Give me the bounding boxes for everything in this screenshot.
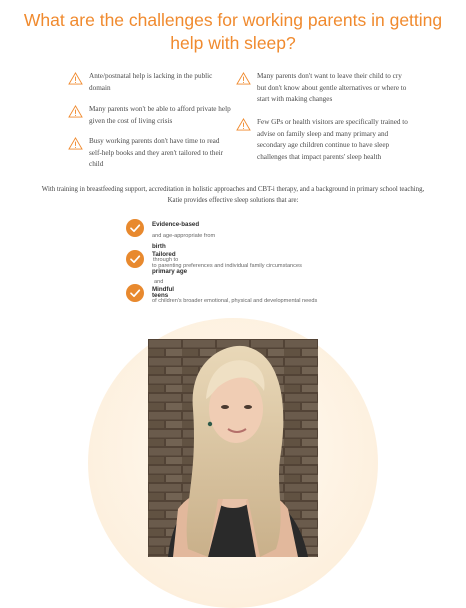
challenge-text: Few GPs or health visitors are specifically trained to advise on family sleep and many primary and secondary age children continue to have sleep challenges that impact parents' sleep health bbox=[257, 118, 408, 161]
warning-icon bbox=[68, 105, 83, 118]
feature-title: Mindful bbox=[152, 286, 174, 293]
feature-desc: through to bbox=[153, 257, 179, 263]
intro-paragraph: With training in breastfeeding support, accreditation in holistic approaches and CBT-i therapy, and a background in primary school teaching, Katie provides effective sleep solutions that are: bbox=[41, 186, 425, 204]
feature-title: Tailored bbox=[152, 251, 176, 258]
challenge-item bbox=[236, 117, 408, 163]
challenge-text: Busy working parents don't have time to read self-help books and they aren't tailored to their child bbox=[89, 137, 224, 169]
warning-icon bbox=[68, 137, 83, 150]
checkmark-icon bbox=[126, 250, 144, 268]
feature-title: primary age bbox=[152, 268, 188, 275]
feature-desc: of children's broader emotional, physical and developmental needs bbox=[152, 298, 318, 304]
challenge-item bbox=[68, 71, 228, 94]
feature-title: teens bbox=[152, 292, 169, 299]
feature-desc: to parenting preferences and individual family circumstances bbox=[152, 263, 302, 269]
warning-icon bbox=[68, 72, 83, 85]
page-heading: What are the challenges for working parents in getting help with sleep? bbox=[23, 10, 443, 53]
challenge-text: Ante/postnatal help is lacking in the public domain bbox=[89, 72, 213, 92]
warning-icon bbox=[236, 118, 251, 131]
feature-desc: and bbox=[154, 279, 164, 285]
warning-icon bbox=[236, 72, 251, 85]
feature-title: birth bbox=[152, 243, 166, 250]
challenge-item bbox=[68, 104, 234, 127]
checkmark-icon bbox=[126, 284, 144, 302]
checkmark-icon bbox=[126, 219, 144, 237]
feature-title: Evidence-based bbox=[152, 221, 200, 228]
challenge-text: Many parents don't want to leave their child to cry but don't know about gentle alternatives or where to start with making changes bbox=[257, 72, 407, 104]
challenge-text: Many parents won't be able to afford private help given the cost of living crisis bbox=[89, 105, 231, 125]
portrait-photo bbox=[148, 339, 318, 557]
feature-desc: and age-appropriate from bbox=[152, 233, 216, 239]
challenge-item bbox=[236, 71, 408, 106]
challenge-item bbox=[68, 136, 230, 171]
